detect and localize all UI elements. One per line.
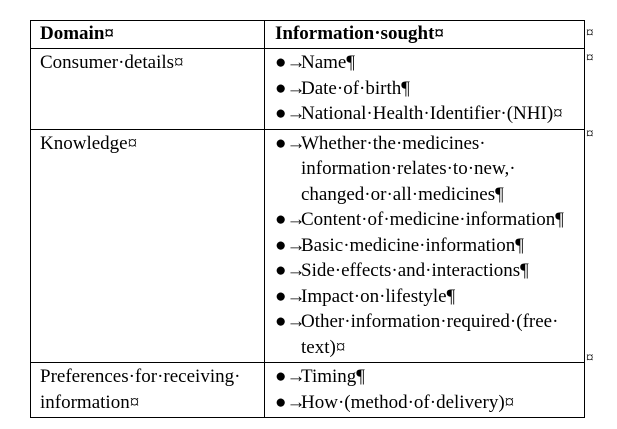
list-item-text: Date·of·birth¶ xyxy=(301,77,410,99)
header-domain: Domain¤ xyxy=(31,21,265,48)
bullet-icon: ●→ xyxy=(275,52,306,73)
info-cell xyxy=(265,363,585,417)
list-item xyxy=(275,390,580,416)
table-row-knowledge xyxy=(31,130,585,364)
list-item-text: How·(method·of·delivery)¤ xyxy=(301,391,515,413)
domain-cell: Consumer·details¤ xyxy=(31,49,265,129)
info-cell xyxy=(265,130,585,363)
domain-cell: Knowledge¤ xyxy=(31,130,265,363)
list-item-text: Side·effects·and·interactions¶ xyxy=(301,260,529,281)
row-end-mark: ¤ xyxy=(586,25,594,41)
list-item xyxy=(275,131,580,208)
bullet-icon: ●→ xyxy=(275,103,306,124)
list-item-text: Impact·on·lifestyle¶ xyxy=(301,285,456,307)
list-item-text: Content·of·medicine·information¶ xyxy=(301,209,564,230)
info-cell xyxy=(265,49,585,129)
bullet-icon: ●→ xyxy=(275,234,306,256)
table-row-preferences xyxy=(31,363,585,418)
table-row-consumer-details xyxy=(31,49,585,130)
list-item-text: Name¶ xyxy=(301,52,355,73)
list-item-text: Basic·medicine·information¶ xyxy=(301,234,524,256)
domain-cell: Preferences·for·receiving· information¤ xyxy=(31,363,265,417)
list-item-text: Timing¶ xyxy=(301,366,365,387)
list-item xyxy=(275,284,580,310)
bullet-icon: ●→ xyxy=(275,77,306,99)
list-item-text: National·Health·Identifier·(NHI)¤ xyxy=(301,103,563,124)
list-item xyxy=(275,207,580,233)
list-item xyxy=(275,76,580,102)
header-information-sought: Information·sought¤ xyxy=(265,21,585,48)
row-end-mark: ¤ xyxy=(586,50,594,66)
row-end-mark: ¤ xyxy=(586,350,594,366)
bullet-icon: ●→ xyxy=(275,132,306,154)
list-item xyxy=(275,309,580,360)
bullet-icon: ●→ xyxy=(275,311,306,332)
bullet-icon: ●→ xyxy=(275,285,306,307)
bullet-icon: ●→ xyxy=(275,209,306,230)
table-header-row xyxy=(31,21,585,49)
list-item xyxy=(275,233,580,259)
list-item xyxy=(275,258,580,284)
row-end-mark: ¤ xyxy=(586,126,594,142)
list-item xyxy=(275,364,580,390)
information-table xyxy=(30,20,585,418)
bullet-icon: ●→ xyxy=(275,366,306,387)
list-item-text: Whether·the·medicines· information·relates·to·new,· changed·or·all·medicines¶ xyxy=(301,132,516,205)
list-item xyxy=(275,101,580,127)
bullet-icon: ●→ xyxy=(275,391,306,413)
list-item-text: Other·information·required·(free· text)¤ xyxy=(301,311,559,358)
bullet-icon: ●→ xyxy=(275,260,306,281)
list-item xyxy=(275,50,580,76)
